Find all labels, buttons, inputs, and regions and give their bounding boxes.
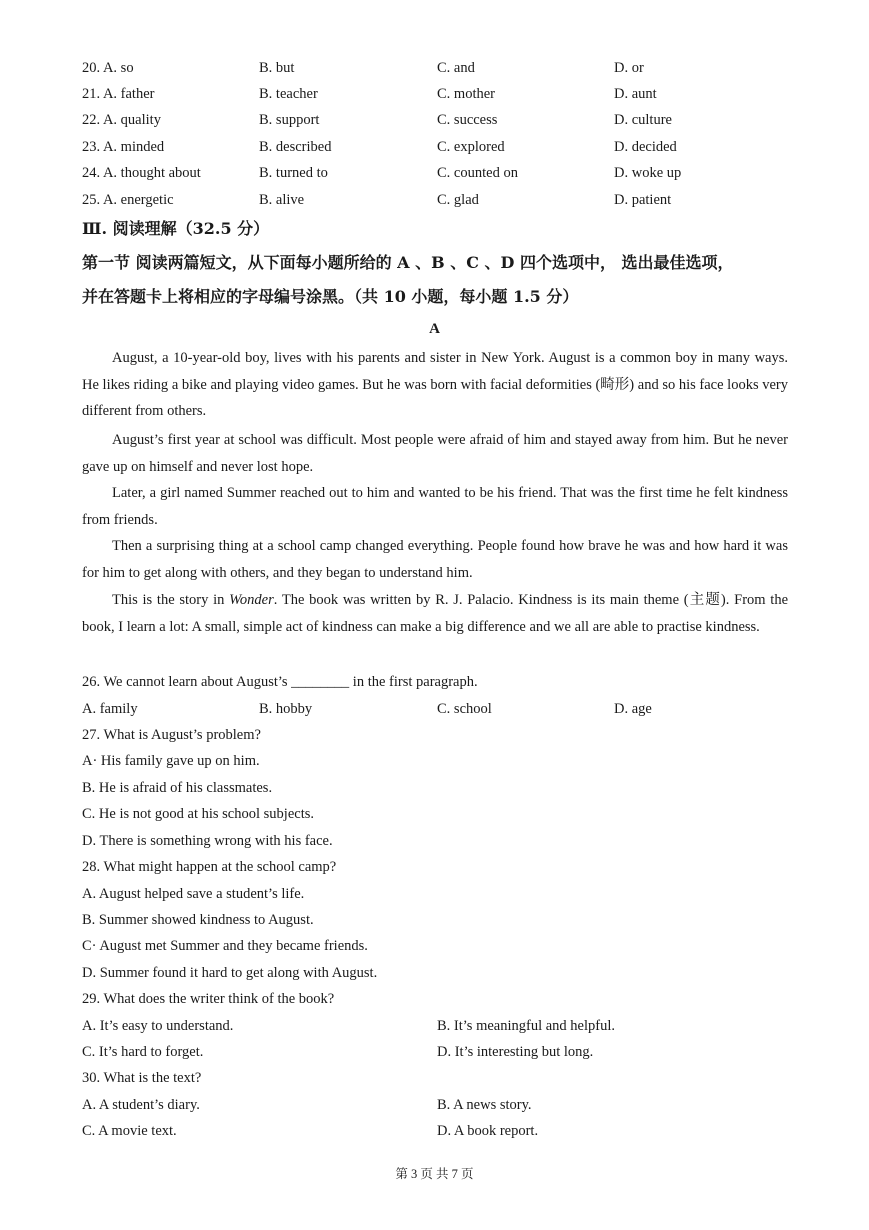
option-d: D. A book report. xyxy=(437,1123,539,1139)
option-c: C. and xyxy=(437,60,475,76)
passage-title: A xyxy=(429,321,440,337)
option-c: C· August met Summer and they became friends. xyxy=(82,938,368,954)
option-b: B. described xyxy=(259,139,332,155)
option-a: 22. A. quality xyxy=(82,112,161,128)
option-a: A. It’s easy to understand. xyxy=(82,1018,234,1034)
option-d: D. Summer found it hard to get along with August. xyxy=(82,965,378,981)
option-c: C. It’s hard to forget. xyxy=(82,1044,204,1060)
option-d: D. age xyxy=(614,701,652,717)
option-a: 25. A. energetic xyxy=(82,192,174,208)
option-d: D. culture xyxy=(614,112,672,128)
option-b: B. It’s meaningful and helpful. xyxy=(437,1018,615,1034)
option-c: C. glad xyxy=(437,192,479,208)
option-a: A. August helped save a student’s life. xyxy=(82,886,305,902)
option-a: A. family xyxy=(82,701,138,717)
option-a: A. A student’s diary. xyxy=(82,1097,200,1113)
section-instruction: 第一节 阅读两篇短文，从下面每小题所给的 A 、B 、C 、D 四个选项中， 选出最佳选项， xyxy=(82,253,734,272)
option-c: C. mother xyxy=(437,86,495,102)
question-stem: 30. What is the text? xyxy=(82,1070,202,1086)
passage-paragraph: This is the story in Wonder. The book was written by R. J. Palacio. Kindness is its main theme (主题). From the book, I learn a lot: A small, simple act of kindness can make a big difference and we all are able to practise kindness. xyxy=(82,592,789,635)
passage-paragraph: August, a 10-year-old boy, lives with his parents and sister in New York. August is a common boy in many ways. He likes riding a bike and playing video games. But he was born with facial deformities (畸形) and so his face looks very different from others. xyxy=(82,350,788,419)
option-a: 23. A. minded xyxy=(82,139,165,155)
option-d: D. patient xyxy=(614,192,672,208)
option-d: D. It’s interesting but long. xyxy=(437,1044,594,1060)
option-c: C. A movie text. xyxy=(82,1123,177,1139)
section-title: Ⅲ. 阅读理解（32.5 分） xyxy=(82,219,270,238)
option-c: C. success xyxy=(437,112,498,128)
question-stem: 26. We cannot learn about August’s ________ in the first paragraph. xyxy=(82,674,478,690)
option-b: B. A news story. xyxy=(437,1097,532,1113)
option-d: D. There is something wrong with his face. xyxy=(82,833,333,849)
option-b: B. Summer showed kindness to August. xyxy=(82,912,314,928)
question-stem: 29. What does the writer think of the book? xyxy=(82,991,335,1007)
option-d: D. woke up xyxy=(614,165,682,181)
option-d: D. decided xyxy=(614,139,677,155)
passage-paragraph: August’s first year at school was difficult. Most people were afraid of him and stayed away from him. But he never gave up on himself and never lost hope. xyxy=(82,432,788,475)
question-stem: 28. What might happen at the school camp? xyxy=(82,859,337,875)
option-d: D. or xyxy=(614,60,644,76)
option-a: 24. A. thought about xyxy=(82,165,201,181)
question-stem: 27. What is August’s problem? xyxy=(82,727,261,743)
option-b: B. He is afraid of his classmates. xyxy=(82,780,273,796)
option-b: B. alive xyxy=(259,192,305,208)
option-b: B. support xyxy=(259,112,320,128)
option-b: B. hobby xyxy=(259,701,313,717)
option-a: 20. A. so xyxy=(82,60,134,76)
option-b: B. turned to xyxy=(259,165,328,181)
section-instruction: 并在答题卡上将相应的字母编号涂黑。（共 10 小题，每小题 1.5 分） xyxy=(82,287,579,306)
option-c: C. explored xyxy=(437,139,505,155)
passage-paragraph: Then a surprising thing at a school camp changed everything. People found how brave he was and how hard it was for him to get along with others, and they began to understand him. xyxy=(82,538,788,581)
page-number: 第 3 页 共 7 页 xyxy=(395,1167,474,1181)
option-c: C. counted on xyxy=(437,165,518,181)
book-title: Wonder xyxy=(229,592,274,608)
option-b: B. teacher xyxy=(259,86,318,102)
option-c: C. school xyxy=(437,701,492,717)
option-b: B. but xyxy=(259,60,295,76)
passage-paragraph: Later, a girl named Summer reached out to him and wanted to be his friend. That was the first time he felt kindness from friends. xyxy=(82,485,788,528)
option-c: C. He is not good at his school subjects. xyxy=(82,806,314,822)
option-a: 21. A. father xyxy=(82,86,155,102)
option-a: A· His family gave up on him. xyxy=(82,753,260,769)
option-d: D. aunt xyxy=(614,86,657,102)
